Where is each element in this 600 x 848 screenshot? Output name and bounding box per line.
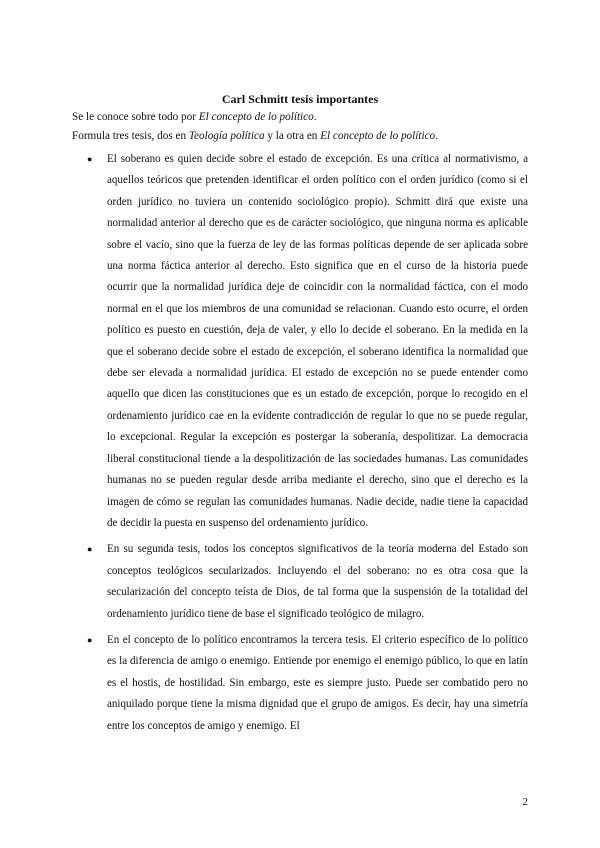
intro-line-2-work-1: Teología política xyxy=(188,130,265,142)
intro-line-1-work: El concepto de lo político xyxy=(198,111,314,123)
intro-line-2-work-2: El concepto de lo político xyxy=(320,130,436,142)
intro-line-1-prefix: Se le conoce sobre todo por xyxy=(72,111,199,123)
page-number: 2 xyxy=(522,796,528,808)
intro-line-2-prefix: Formula tres tesis, dos en xyxy=(72,130,189,142)
thesis-text: El soberano es quien decide sobre el estado de excepción. Es una crítica al normativismo, a aquellos teóricos que pretenden identificar el orden político con el orden jurídico (como si el orden jurídico no tuviera un contenido sociológico propio). Schmitt dirá que existe una normalidad anterior al derecho que es de carácter sociológico, que ninguna norma es aplicable sobre el vacío, sino que la fuerza de ley de las formas políticas depende de ser aplicada sobre una norma fáctica anterior al derecho. Esto significa que en el curso de la historia puede ocurrir que la normalidad jurídica deje de coincidir con la normalidad fáctica, con el modo normal en el que los miembros de una comunidad se relacionan. Cuando esto ocurre, el orden político es puesto en cuestión, deja de valer, y ello lo decide el soberano. En la medida en la que el soberano decide sobre el estado de excepción, el soberano identifica la normalidad que debe ser elevada a normalidad jurídica. El estado de excepción no se puede entender como aquello que dicen las constituciones que es un estado de excepción, porque lo recogido en el ordenamiento jurídico cae en la evidente contradicción de regular lo que no se puede regular, lo excepcional. Regular la excepción es postergar la soberanía, despolitizar. La democracia liberal constitucional tiende a la despolitización de las sociedades humanas. Las comunidades humanas no se pueden regular desde arriba mediante el derecho, sino que el derecho es la imagen de cómo se regulan las comunidades humanas. Nadie decide, nadie tiene la capacidad de decidir la puesta en suspenso del ordenamiento jurídico. xyxy=(107,153,528,529)
bullet-icon: ● xyxy=(87,544,93,555)
document-title: Carl Schmitt tesis importantes xyxy=(221,92,379,106)
intro-line-1-suffix: . xyxy=(313,111,317,123)
thesis-text: En el concepto de lo político encontramos la tercera tesis. El criterio específico de lo político es la diferencia de amigo o enemigo. Entiende por enemigo el enemigo público, lo que en latín es el hostis, de hostilidad. Sin embargo, este es siempre justo. Puede ser combatido pero no aniquilado porque tiene la misma dignidad que el grupo de amigos. Es decir, hay una simetría entre los conceptos de amigo y enemigo. El xyxy=(107,633,528,732)
theses-list xyxy=(72,149,528,737)
thesis-item xyxy=(87,149,528,534)
bullet-icon: ● xyxy=(87,154,93,164)
intro-line-1 xyxy=(72,109,528,126)
thesis-text: En su segunda tesis, todos los conceptos significativos de la teoría moderna del Estado son conceptos teológicos secularizados. Incluyendo el del soberano: no es otra cosa que la secularización del concepto teísta de Dios, de tal forma que la suspensión de la totalidad del ordenamiento jurídico tiene de base el significado teológico de milagro. xyxy=(107,543,528,620)
thesis-item xyxy=(87,630,528,737)
bullet-icon: ● xyxy=(87,634,93,645)
intro-line-2-middle: y la otra en xyxy=(264,130,321,142)
intro-line-2 xyxy=(72,128,528,145)
intro-line-2-suffix: . xyxy=(435,130,438,142)
thesis-item xyxy=(87,539,528,625)
